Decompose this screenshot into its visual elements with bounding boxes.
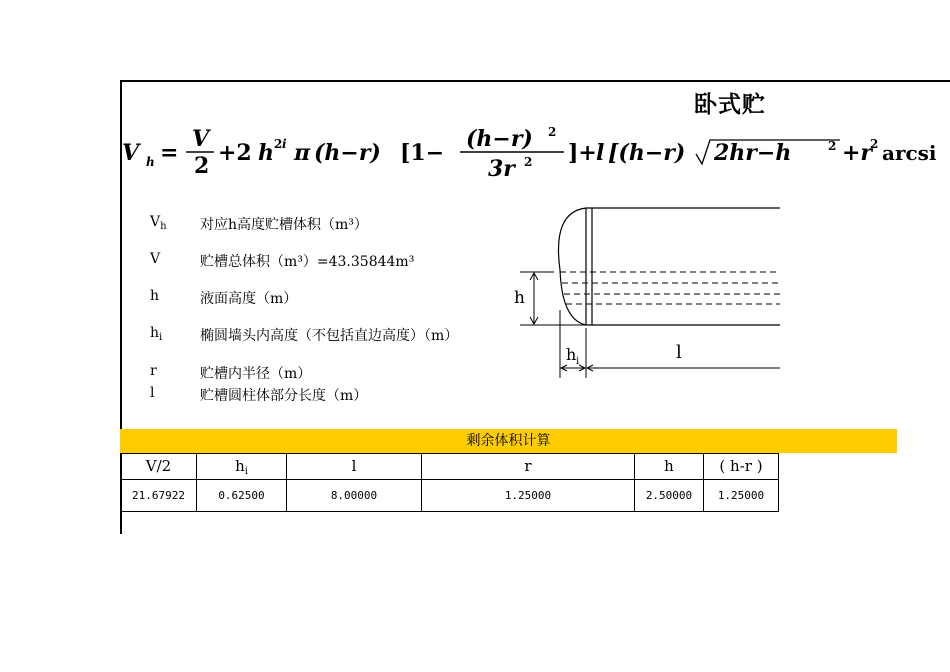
formula-term2: +2 [218,140,252,166]
calc-table [120,453,779,512]
definition-symbol-sub: i [159,332,163,343]
h-label: h [514,288,525,308]
table-cell[interactable]: 1.25000 [422,480,635,512]
formula-sqrt-sup: 2 [828,139,837,153]
definition-symbol: V [150,251,161,267]
formula-bracket2-open: [(h−r) [608,140,686,166]
formula-r-sup: 2 [870,137,879,151]
definition-symbol: h [150,288,160,304]
frac1-denominator: 2 [194,153,210,179]
definition-text: 贮槽圆柱体部分长度（m） [200,388,368,404]
definition-text: 贮槽总体积（m³）=43.35844m³ [200,254,415,270]
definition-symbol: r [150,363,157,379]
formula-sqrt-body: 2hr−h [714,140,792,166]
table-header-cell: r [422,454,635,480]
table-header-cell: V/2 [121,454,197,480]
formula-equals: = [160,140,179,166]
formula-lhs: V [122,140,140,166]
formula-h-sup-i: i [282,137,287,151]
table-row [121,480,779,512]
formula-graphic [120,118,950,188]
definition-symbol: V [150,214,161,230]
table-header-cell: l [287,454,422,480]
formula-bracket-close: ]+ [568,140,597,166]
table-header-cell: h [635,454,704,480]
top-border [120,80,950,82]
frac2-numerator: (h−r) [466,126,533,152]
formula-arcsin: arcsi [882,141,937,165]
definition-text: 椭圆墙头内高度（不包括直边高度）（m） [200,328,459,344]
definition-symbol-sub: h [160,221,167,232]
table-cell[interactable]: 8.00000 [287,480,422,512]
table-cell[interactable]: 2.50000 [635,480,704,512]
definition-text: 贮槽内半径（m） [200,366,312,382]
liquid-level-lines [560,272,780,304]
formula-pi: π [294,140,311,166]
frac2-numerator-sup: 2 [548,125,557,139]
frac2-denominator: 3r [488,156,515,182]
formula-l: l [596,140,605,166]
tank-diagram-graphic [500,200,780,390]
definition-text: 液面高度（m） [200,291,298,307]
table-cell[interactable]: 0.62500 [197,480,287,512]
formula-h: h [258,140,274,166]
definition-symbol: l [150,385,155,401]
formula-lhs-sub: h [146,155,155,169]
formula-paren-hr: (h−r) [314,140,381,166]
volume-formula [120,118,950,188]
tank-diagram [500,200,780,390]
formula-h-sup: 2 [274,137,283,151]
table-cell[interactable]: 21.67922 [121,480,197,512]
frac1-numerator: V [192,126,210,152]
table-header-cell: $h_i$ [197,454,287,480]
page-title: 卧式贮 [694,92,766,118]
frac2-denominator-sup: 2 [524,155,533,169]
hi-label: h [566,345,577,364]
hi-label-sub: i [576,356,580,367]
formula-plus-r: +r [842,140,873,166]
table-header-row [121,454,779,480]
l-label: l [676,342,682,363]
definition-symbol: h [150,325,160,341]
tank-head-outline [558,208,586,325]
formula-bracket-open: [1− [400,140,445,166]
table-cell[interactable]: 1.25000 [704,480,779,512]
definition-text: 对应h高度贮槽体积（m³） [200,217,368,233]
section-header: 剩余体积计算 [120,429,897,453]
table-header-cell: ( h-r ) [704,454,779,480]
